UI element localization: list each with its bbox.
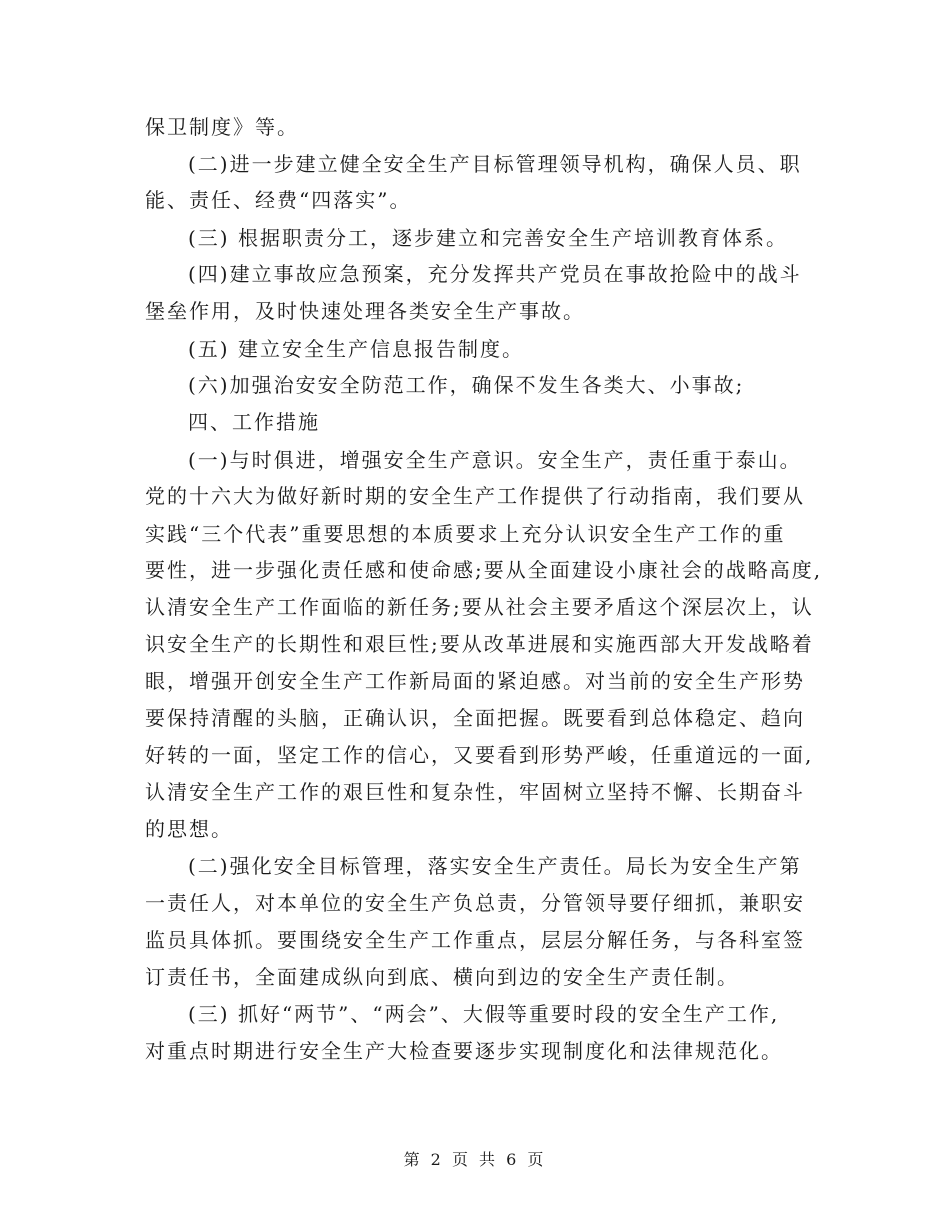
text-line: 一责任人，对本单位的安全生产负总责，分管领导要仔细抓，兼职安: [145, 891, 805, 915]
text-line: 识安全生产的长期性和艰巨性;要从改革进展和实施西部大开发战略着: [145, 632, 814, 656]
text-line: (四)建立事故应急预案，充分发挥共产党员在事故抢险中的战斗: [188, 262, 802, 286]
text-line: (五) 建立安全生产信息报告制度。: [188, 337, 524, 361]
text-line: (六)加强治安安全防范工作，确保不发生各类大、小事故;: [188, 373, 745, 397]
text-line: (二)进一步建立健全安全生产目标管理领导机构，确保人员、职: [188, 152, 802, 176]
text-line: 认清安全生产工作面临的新任务;要从社会主要矛盾这个深层次上，认: [145, 595, 814, 619]
text-line: 实践“三个代表”重要思想的本质要求上充分认识安全生产工作的重: [145, 522, 786, 546]
text-line: (三) 抓好“两节”、“两会”、大假等重要时段的安全生产工作,: [188, 1002, 780, 1026]
text-line: 要性，进一步强化责任感和使命感;要从全面建设小康社会的战略高度,: [145, 558, 823, 582]
section-heading: 四、工作措施: [188, 410, 320, 434]
text-line: 订责任书，全面建成纵向到底、横向到边的安全生产责任制。: [145, 965, 739, 989]
text-line: 监员具体抓。要围绕安全生产工作重点，层层分解任务，与各科室签: [145, 928, 805, 952]
text-line: 保卫制度》等。: [145, 115, 299, 139]
page-number-footer: 第 2 页 共 6 页: [403, 1150, 547, 1169]
text-line: 能、责任、经费“四落实”。: [145, 188, 412, 212]
text-line: 对重点时期进行安全生产大检查要逐步实现制度化和法律规范化。: [145, 1039, 783, 1063]
text-line: 眼，增强开创安全生产工作新局面的紧迫感。对当前的安全生产形势: [145, 669, 805, 693]
text-line: 党的十六大为做好新时期的安全生产工作提供了行动指南，我们要从: [145, 484, 805, 508]
text-line: 的思想。: [145, 817, 233, 841]
text-line: 认清安全生产工作的艰巨性和复杂性，牢固树立坚持不懈、长期奋斗: [145, 780, 805, 804]
text-line: (三) 根据职责分工，逐步建立和完善安全生产培训教育体系。: [188, 226, 788, 250]
text-line: (一)与时俱进，增强安全生产意识。安全生产，责任重于泰山。: [188, 448, 802, 472]
text-line: 堡垒作用，及时快速处理各类安全生产事故。: [145, 299, 585, 323]
text-line: 要保持清醒的头脑，正确认识，全面把握。既要看到总体稳定、趋向: [145, 706, 805, 730]
text-line: 好转的一面，坚定工作的信心，又要看到形势严峻，任重道远的一面,: [145, 743, 814, 767]
text-line: (二)强化安全目标管理，落实安全生产责任。局长为安全生产第: [188, 854, 802, 878]
